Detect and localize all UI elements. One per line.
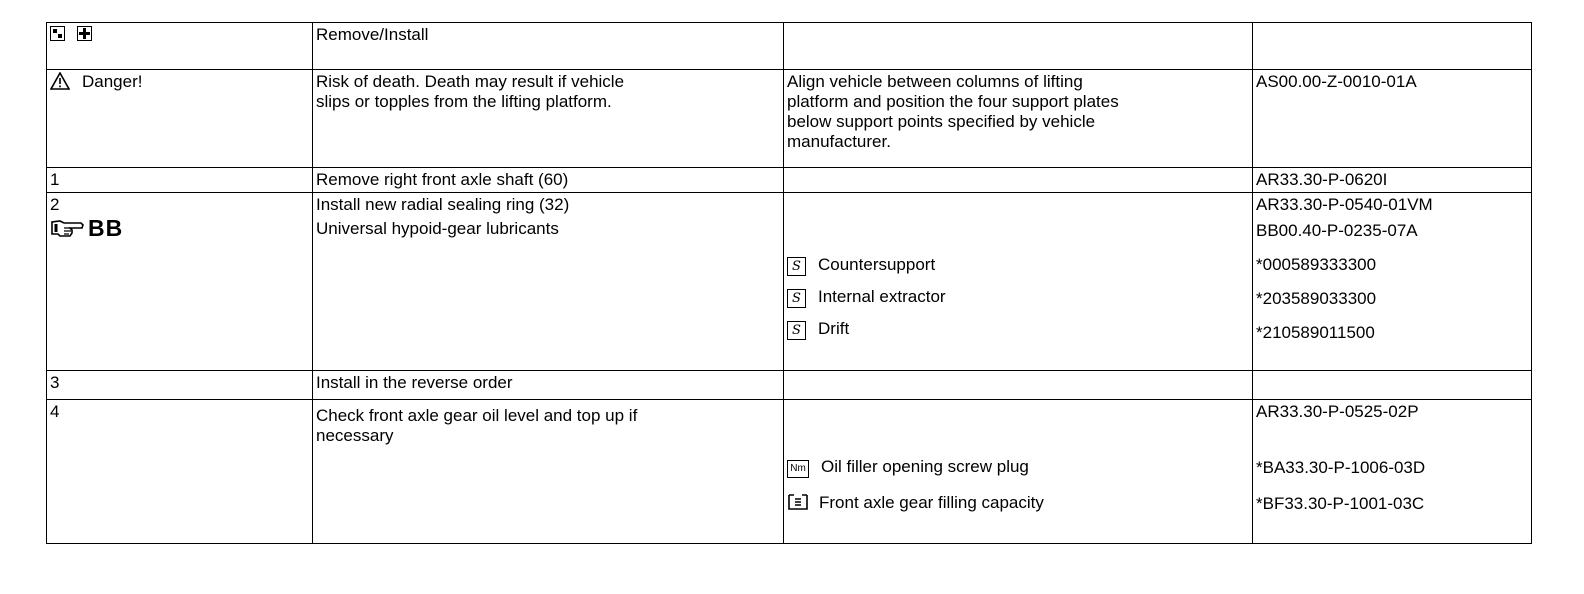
- tool-item: S Internal extractor: [787, 287, 1249, 308]
- pointing-hand-icon: [50, 218, 84, 238]
- table-row: [47, 23, 1532, 70]
- reference-link[interactable]: AS00.00-Z-0010-01A: [1256, 72, 1417, 91]
- step-cell: [47, 400, 313, 544]
- step-cell: [47, 193, 313, 371]
- operation-text: necessary: [316, 426, 394, 445]
- reference-link[interactable]: *BF33.30-P-1001-03C: [1256, 494, 1425, 513]
- tool-item: S Countersupport: [787, 255, 1249, 276]
- tool-item: S Drift: [787, 319, 1249, 340]
- table-row: [47, 168, 1532, 193]
- reference-link[interactable]: AR33.30-P-0525-02P: [1256, 402, 1419, 421]
- expand-icon[interactable]: [50, 26, 65, 41]
- danger-label: Danger!: [82, 72, 143, 91]
- collapse-icon[interactable]: [77, 26, 92, 41]
- special-tool-icon: S: [787, 289, 806, 308]
- step-number: 4: [50, 402, 60, 421]
- operation-cell: [313, 23, 784, 70]
- special-tool-icon: S: [787, 257, 806, 276]
- danger-text-line: slips or topples from the lifting platform.: [316, 92, 612, 111]
- note-cell: [784, 193, 1253, 371]
- bb-reference-label: BB: [88, 215, 124, 241]
- operation-text: Install in the reverse order: [316, 373, 513, 392]
- note-cell: [784, 23, 1253, 70]
- step-cell: [47, 70, 313, 168]
- step-number: 1: [50, 170, 60, 189]
- reference-cell: [1253, 371, 1532, 400]
- reference-link[interactable]: *000589333300: [1256, 255, 1377, 274]
- note-line: Align vehicle between columns of lifting: [787, 72, 1083, 91]
- step-number: 2: [50, 195, 60, 214]
- operation-text: Remove right front axle shaft (60): [316, 170, 569, 189]
- reference-cell: [1253, 70, 1532, 168]
- reference-cell: [1253, 168, 1532, 193]
- capacity-item: Front axle gear filling capacity: [787, 492, 1249, 513]
- operation-cell: [313, 168, 784, 193]
- step-cell: [47, 168, 313, 193]
- note-line: manufacturer.: [787, 132, 891, 151]
- note-cell: [784, 70, 1253, 168]
- operation-text: Check front axle gear oil level and top up if: [316, 406, 638, 425]
- torque-icon: Nm: [787, 460, 809, 478]
- warning-icon: [50, 72, 70, 90]
- note-cell: [784, 400, 1253, 544]
- danger-text-line: Risk of death. Death may result if vehicle: [316, 72, 625, 91]
- operation-title: Remove/Install: [316, 25, 429, 44]
- operation-cell: [313, 193, 784, 371]
- table-row: [47, 193, 1532, 371]
- table-row: [47, 400, 1532, 544]
- reference-link[interactable]: BB00.40-P-0235-07A: [1256, 221, 1418, 240]
- operation-cell: [313, 70, 784, 168]
- reference-cell: [1253, 23, 1532, 70]
- note-cell: [784, 168, 1253, 193]
- step-number: 3: [50, 373, 60, 392]
- operation-text: Universal hypoid-gear lubricants: [316, 219, 559, 238]
- note-cell: [784, 371, 1253, 400]
- torque-item: Nm Oil filler opening screw plug: [787, 457, 1249, 478]
- reference-cell: [1253, 193, 1532, 371]
- procedure-sheet: [46, 22, 1531, 544]
- reference-link[interactable]: AR33.30-P-0540-01VM: [1256, 195, 1433, 214]
- reference-link[interactable]: *210589011500: [1256, 323, 1375, 342]
- table-row: [47, 70, 1532, 168]
- filling-capacity-icon: [787, 492, 809, 510]
- reference-link[interactable]: AR33.30-P-0620I: [1256, 170, 1388, 189]
- table-row: [47, 371, 1532, 400]
- step-cell: [47, 371, 313, 400]
- operation-cell: [313, 400, 784, 544]
- operation-text: Install new radial sealing ring (32): [316, 195, 570, 214]
- note-line: below support points specified by vehicle: [787, 112, 1096, 131]
- reference-link[interactable]: *BA33.30-P-1006-03D: [1256, 458, 1426, 477]
- step-cell: [47, 23, 313, 70]
- special-tool-icon: S: [787, 321, 806, 340]
- operation-cell: [313, 371, 784, 400]
- reference-cell: [1253, 400, 1532, 544]
- reference-link[interactable]: *203589033300: [1256, 289, 1377, 308]
- note-line: platform and position the four support plates: [787, 92, 1119, 111]
- procedure-table: [46, 22, 1532, 544]
